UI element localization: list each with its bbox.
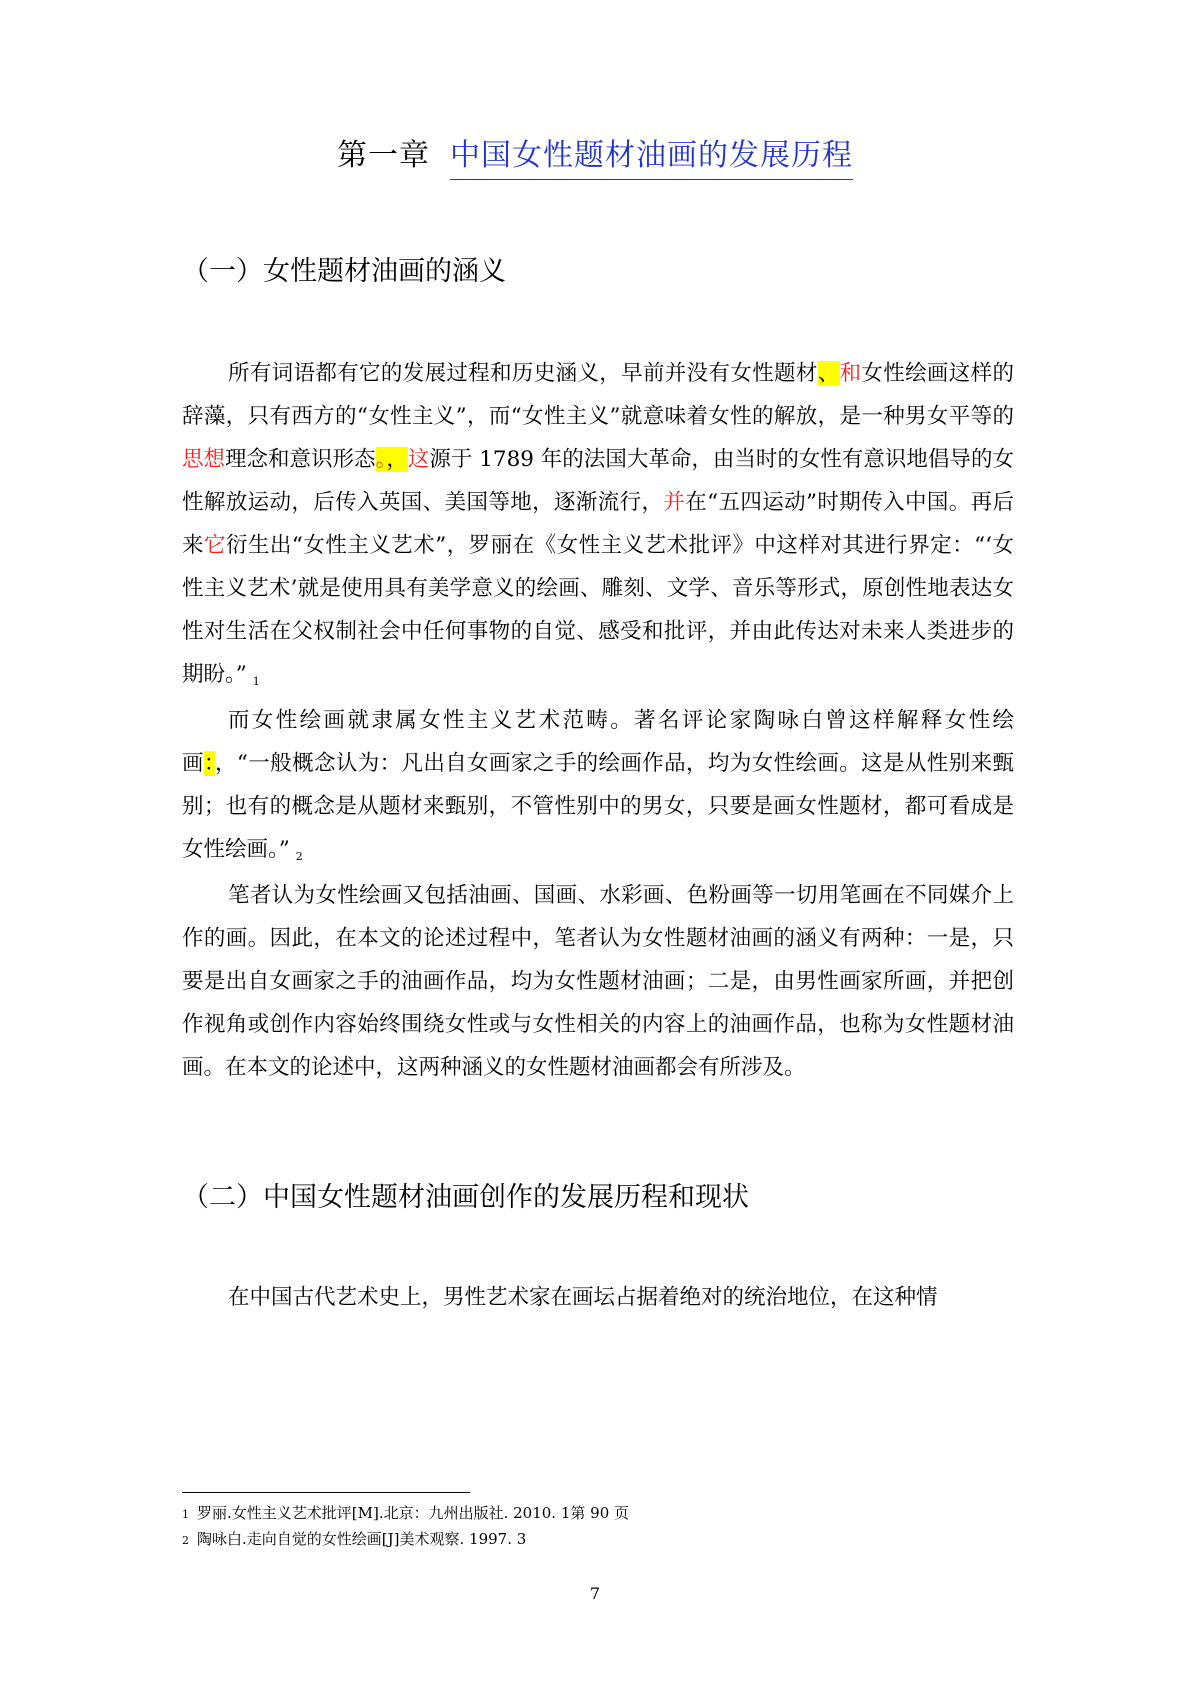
footnote-ref[interactable]: 1 xyxy=(252,675,260,688)
footnotes xyxy=(182,1501,1012,1553)
section-1-body xyxy=(182,352,1014,1089)
footnote-mark: 2 xyxy=(182,1534,189,1547)
footnote-ref[interactable]: 2 xyxy=(295,850,303,863)
footnote xyxy=(182,1527,1012,1553)
footnote-text: 罗丽.女性主义艺术批评[M].北京：九州出版社. 2010. 1第 90 页 xyxy=(197,1504,630,1522)
section-heading-1: （一）女性题材油画的涵义 xyxy=(182,256,506,287)
paragraph: 笔者认为女性绘画又包括油画、国画、水彩画、色粉画等一切用笔画在不同媒介上作的画。因此，在本文的论述过程中，笔者认为女性题材油画的涵义有两种：一是，只要是出自女画家之手的油画作品，均为女性题材油画；二是，由男性画家所画，并把创作视角或创作内容始终围绕女性或与女性相关的内容上的油画作品，也称为女性题材油画。在本文的论述中，这两种涵义的女性题材油画都会有所涉及。 xyxy=(182,883,1014,1080)
chapter-title xyxy=(0,136,1190,176)
text-run: 所有词语都有它的发展过程和历史涵义，早前并没有女性题材 xyxy=(228,361,818,386)
inserted-text: 这 xyxy=(407,447,430,472)
footnote-text: 陶咏白.走向自觉的女性绘画[J]美术观察. 1997. 3 xyxy=(197,1530,527,1548)
section-heading-2: （二）中国女性题材油画创作的发展历程和现状 xyxy=(182,1182,749,1213)
text-run: 理念和意识形态 xyxy=(225,447,376,472)
text-run: ，“一般概念认为：凡出自女画家之手的绘画作品，均为女性绘画。这是从性别来甄别；也有的概念是从题材来甄别，不管性别中的男女，只要是画女性题材，都可看成是女性绘画。” xyxy=(182,751,1014,862)
page-number: 7 xyxy=(589,1584,601,1603)
text-run: 而女性绘画就隶属女性主义艺术范畴。著名评论家陶咏白曾这样解释女性绘画 xyxy=(182,708,1014,776)
highlighted-text: 。 xyxy=(375,447,387,472)
text-run: 衍生出“女性主义艺术”，罗丽在《女性主义艺术批评》中这样对其进行界定：“‘女性主义艺术’就是使用具有美学意义的绘画、雕刻、文学、音乐等形式，原创性地表达女性对生活在父权制社会中任何事物的自觉、感受和批评，并由此传达对未来人类进步的期盼。” xyxy=(182,533,1014,687)
text-run: 源于 1789 年的法国大革命，由当时的女性有意识地倡导的女性解放运动，后传入英国、美国等地，逐渐流行， xyxy=(182,447,1014,515)
footnote-separator xyxy=(182,1492,470,1493)
footnote-mark: 1 xyxy=(182,1508,189,1521)
footnote xyxy=(182,1501,1012,1527)
paragraph xyxy=(182,352,1014,699)
chapter-subtitle: 中国女性题材油画的发展历程 xyxy=(450,138,853,180)
highlighted-text: ， xyxy=(386,447,408,472)
highlighted-text: ： xyxy=(203,751,216,776)
paragraph xyxy=(182,699,1014,874)
inserted-text: 和 xyxy=(839,361,862,386)
text-run: 女性绘画这样的辞藻，只有西方的“女性主义”，而“女性主义”就意味着女性的解放，是一种男女平等的 xyxy=(182,361,1014,429)
inserted-text: 并 xyxy=(663,490,686,515)
paragraph: 在中国古代艺术史上，男性艺术家在画坛占据着绝对的统治地位，在这种情 xyxy=(228,1285,938,1310)
inserted-text: 它 xyxy=(203,533,226,558)
chapter-prefix: 第一章 xyxy=(337,138,430,173)
inserted-text: 思想 xyxy=(182,447,226,472)
text-run: 在“五四运动”时期传入中国。再后来 xyxy=(182,490,1014,558)
section-2-body xyxy=(182,1276,1014,1319)
highlighted-text: 、 xyxy=(817,361,840,386)
